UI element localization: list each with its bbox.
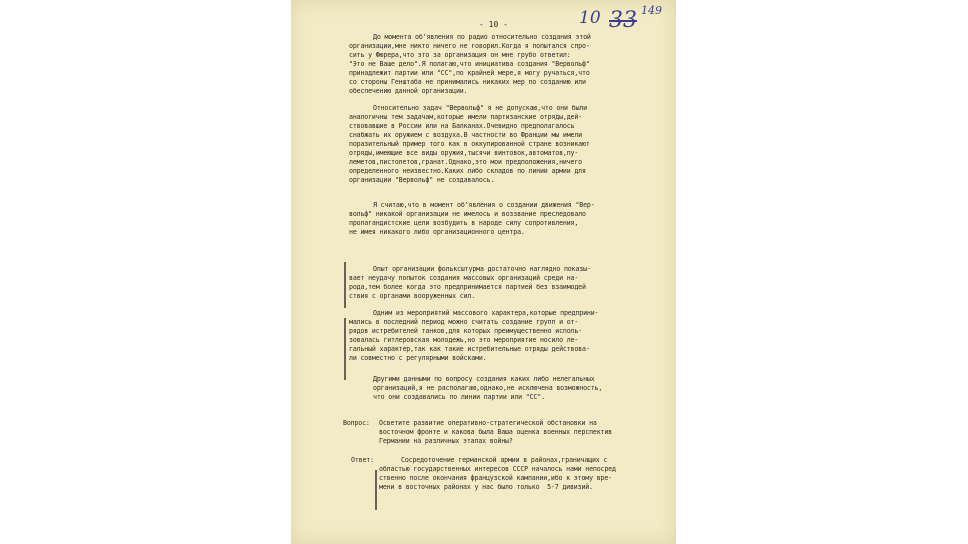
question-label: Вопрос:: [343, 419, 370, 427]
paragraph-3-line-4: не имея никакого либо организационного центра.: [349, 228, 525, 236]
paragraph-4-line-2: вает неудачу попыток создания массовых организаций среди на-: [349, 274, 579, 282]
paragraph-4-line-1: Опыт организации фольксштурма достаточно наглядно показы-: [373, 265, 591, 273]
margin-mark-2: [344, 318, 346, 380]
paragraph-5-line-6: ли совместно с регулярными войсками.: [349, 354, 487, 362]
margin-mark-1: [344, 262, 346, 308]
paragraph-5-line-4: зовалась гитлеровская молодежь,но это мероприятие носило ле-: [349, 336, 579, 344]
paragraph-1-line-5: принадлежит партии или "СС",по крайней мере,я могу ручаться,что: [349, 69, 590, 77]
question-line-1: Осветите развитие оперативно-стратегической обстановки на: [379, 419, 597, 427]
handwritten-number-b: 33: [609, 8, 637, 33]
answer-label: Ответ:: [351, 456, 374, 464]
paragraph-4-line-4: ствия с органами вооруженных сил.: [349, 292, 476, 300]
answer-line-1: Сосредоточение германской армии в районах,граничащих с: [401, 456, 608, 464]
paragraph-1-line-6: со стороны Генштаба не принимались никаких мер по созданию или: [349, 78, 586, 86]
paragraph-5-line-2: мались в последний период можно считать создание групп и от-: [349, 318, 579, 326]
paragraph-2-line-7: леметов,пистолетов,гранат.Однако,это мои предположения,ничего: [349, 158, 583, 166]
paragraph-1-line-7: обеспечению данной организации.: [349, 87, 468, 95]
paragraph-1-line-2: организации,мне никто ничего не говорил.Когда я попытался спро-: [349, 42, 590, 50]
paragraph-6-line-3: что они создавались по линии партии или "СС".: [373, 393, 545, 401]
paragraph-5-line-3: рядов истребителей танков,для которых преимущественно исполь-: [349, 327, 583, 335]
document-page: [291, 0, 676, 544]
paragraph-2-line-4: снабжать их оружием с воздуха.В частности во Франции мы имели: [349, 131, 583, 139]
paragraph-3-line-2: вольф" никакой организации не имелось и воззвание преследовало: [349, 210, 586, 218]
question-line-2: восточном фронте и какова была Ваша оценка военных перспектив: [379, 428, 613, 436]
margin-mark-3: [375, 470, 377, 510]
paragraph-2-line-2: аналогичны тем задачам,которые имели партизанские отряды,дей-: [349, 113, 583, 121]
question-line-3: Германии на различных этапах войны?: [379, 437, 513, 445]
paragraph-3-line-3: пропагандистские цели возбудить в народе силу сопротивления,: [349, 219, 579, 227]
paragraph-5-line-1: Одним из мероприятий массового характера,которые предприни-: [373, 309, 599, 317]
paragraph-2-line-5: поразительный пример того как в оккупированной стране возникают: [349, 140, 590, 148]
paragraph-6-line-1: Другими данными по вопросу создания каких либо нелегальных: [373, 375, 595, 383]
paragraph-1-line-3: сить у Фюрера,что это за организация он мне грубо ответил:: [349, 51, 571, 59]
paragraph-5-line-5: гальный характер,так как такие истребительные отряды действова-: [349, 345, 590, 353]
handwritten-number-c: 149: [641, 4, 662, 17]
paragraph-6-line-2: организаций,я не располагаю,однако,не исключена возможность,: [373, 384, 603, 392]
paragraph-3-line-1: Я считаю,что в момент об'явления о создании движения "Вер-: [373, 201, 595, 209]
paragraph-1-line-4: "Это не Ваше дело".Я полагаю,что инициатива создания "Вервольф": [349, 60, 590, 68]
handwritten-number-a: 10: [579, 8, 601, 28]
paragraph-2-line-6: отряды,имеющие все виды оружия,тысячи винтовок,автоматов,пу-: [349, 149, 579, 157]
answer-line-2: областью государственных интересов СССР началось нами непосред: [379, 465, 616, 473]
answer-line-4: мени в восточных районах у нас было только 5-7 дивизий.: [379, 483, 593, 491]
paragraph-4-line-3: рода,тем более когда это предпринимается партией без взаимодей: [349, 283, 586, 291]
paragraph-2-line-8: определенного неизвестно.Каких либо складов по линии армии для: [349, 167, 586, 175]
paragraph-2-line-1: Относительно задач "Вервольф" я не допускаю,что они были: [373, 104, 587, 112]
paragraph-2-line-3: ствовавшие в России или на Балканах.Очевидно предполагалось: [349, 122, 575, 130]
answer-line-3: ственно после окончания французской кампании,ибо к этому вре-: [379, 474, 613, 482]
paragraph-2-line-9: организации "Вервольф" не создавалось.: [349, 176, 495, 184]
page-number: - 10 -: [479, 20, 508, 29]
paragraph-1-line-1: До момента об'явления по радио относительно создания этой: [373, 33, 591, 41]
